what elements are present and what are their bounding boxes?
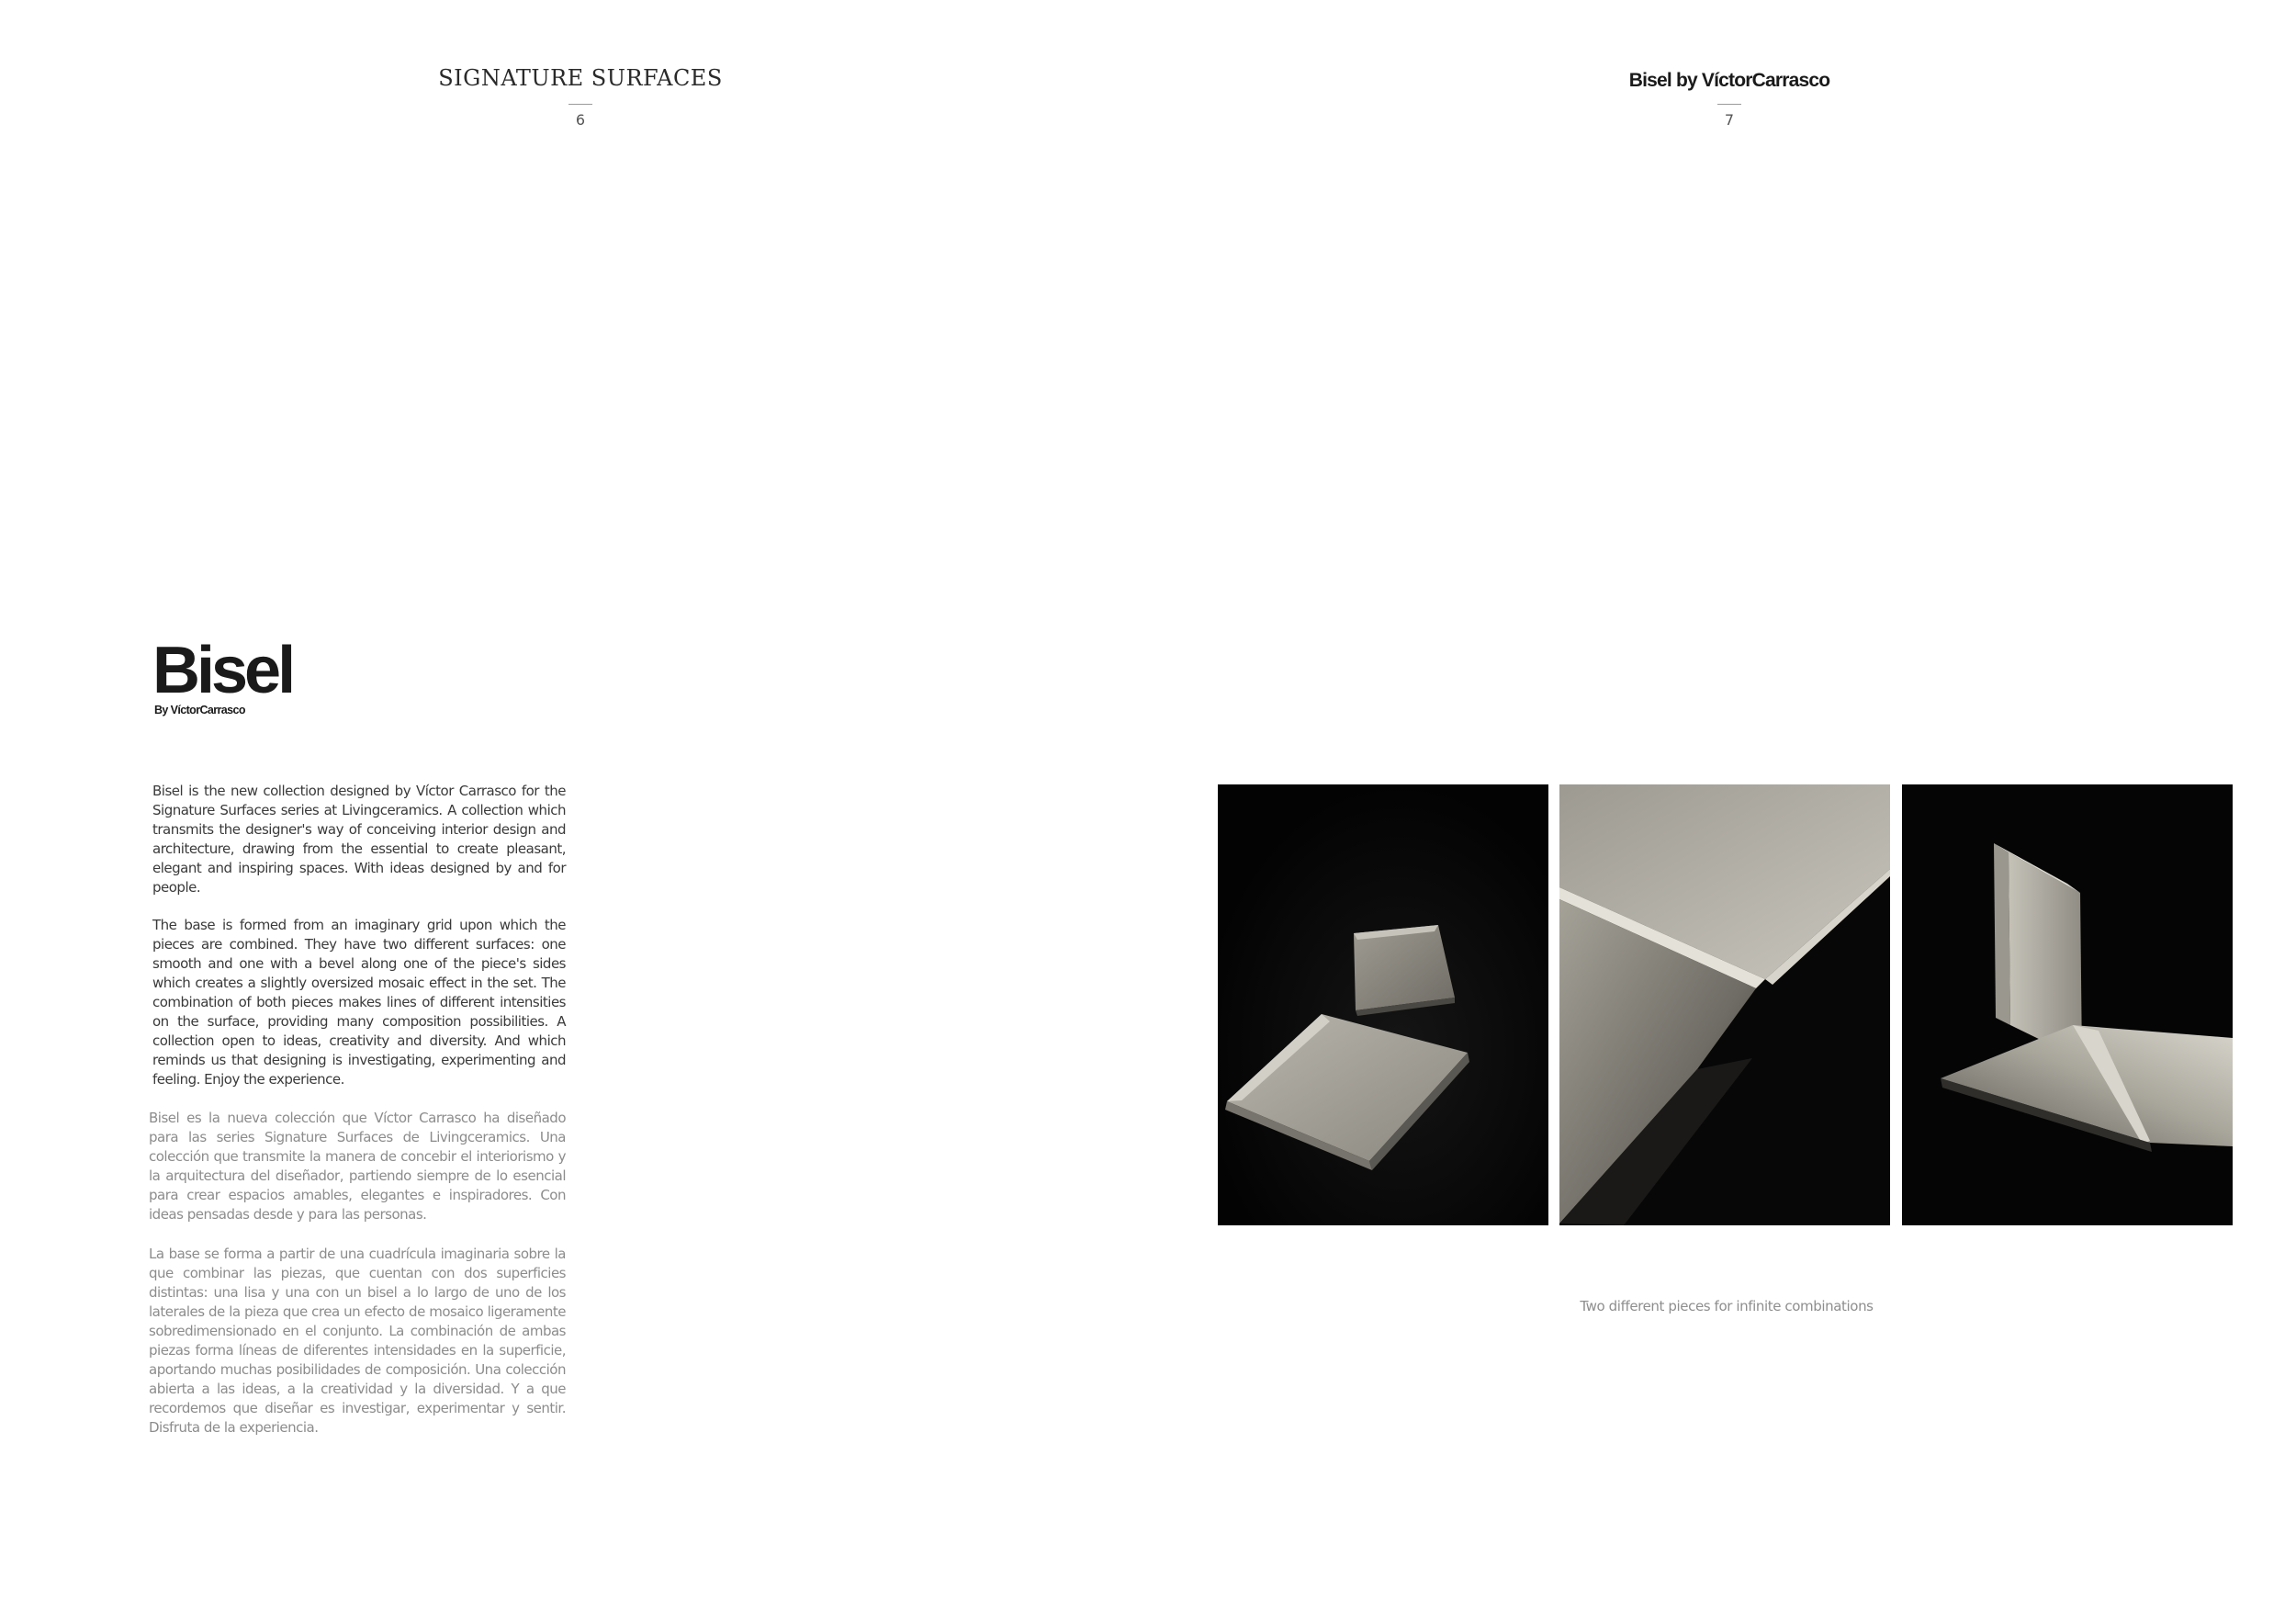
tile-photo-flat-pieces	[1218, 784, 1548, 1225]
tile-photo-bevel-closeup	[1559, 784, 1890, 1225]
page-number: 7	[1724, 111, 1735, 129]
running-header-left	[397, 62, 764, 129]
collection-title: Bisel	[152, 634, 293, 707]
collection-title-block	[152, 636, 292, 716]
designer-byline: By VíctorCarrasco	[154, 704, 245, 716]
paragraph: The base is formed from an imaginary grid upon which the pieces are combined. They have two different surfaces: one smooth and one with a bevel along one of the piece's sides which creates a slightly oversized mosaic effect in the set. The combination of both pieces makes lines of different intensities on the surface, providing many composition possibilities. A collection open to ideas, creativity and diversity. And which reminds us that designing is investigating, experimenting and feeling. Enjoy the experience.	[152, 917, 566, 1088]
paragraph: Bisel es la nueva colección que Víctor Carrasco ha diseñado para las series Signature Surfaces de Livingceramics. Una colección que transmite la manera de concebir el interiorismo y la arquitectura del diseñador, partiendo siempre de lo esencial para crear espacios amables, elegantes e inspiradores. Con ideas pensadas desde y para las personas.	[149, 1110, 566, 1223]
tile-photo-image	[1218, 784, 1548, 1225]
running-title: Bisel by VíctorCarrasco	[1628, 70, 1830, 91]
running-title: SIGNATURE SURFACES	[438, 65, 723, 91]
tile-photo-standing-piece	[1902, 784, 2233, 1225]
paragraph: Bisel is the new collection designed by Víctor Carrasco for the Signature Surfaces series at Livingceramics. A collection which transmits the designer's way of conceiving interior design and architecture, drawing from the essential to create pleasant, elegant and inspiring spaces. With ideas designed by and for people.	[152, 783, 566, 896]
page-number: 6	[575, 111, 586, 129]
header-rule	[1717, 104, 1741, 105]
running-header-right	[1546, 62, 1913, 129]
body-text-spanish	[149, 1109, 566, 1438]
paragraph: La base se forma a partir de una cuadrícula imaginaria sobre la que combinar las piezas, que cuentan con dos superficies distintas: una lisa y una con un bisel a lo largo de uno de los laterales de la pieza que crea un efecto de mosaico ligeramente sobredimensionado en el conjunto. La combinación de ambas piezas forma líneas de diferentes intensidades en la superficie, aportando muchas posibilidades de composición. Una colección abierta a las ideas, a la creatividad y la diversidad. Y a que recordemos que diseñar es investigar, experimentar y sentir. Disfruta de la experiencia.	[149, 1246, 566, 1436]
header-rule	[568, 104, 592, 105]
photo-caption: Two different pieces for infinite combinations	[1580, 1298, 1874, 1314]
tile-photo-image	[1559, 784, 1890, 1225]
tile-photo-image	[1902, 784, 2233, 1225]
body-text-english	[152, 782, 566, 1089]
